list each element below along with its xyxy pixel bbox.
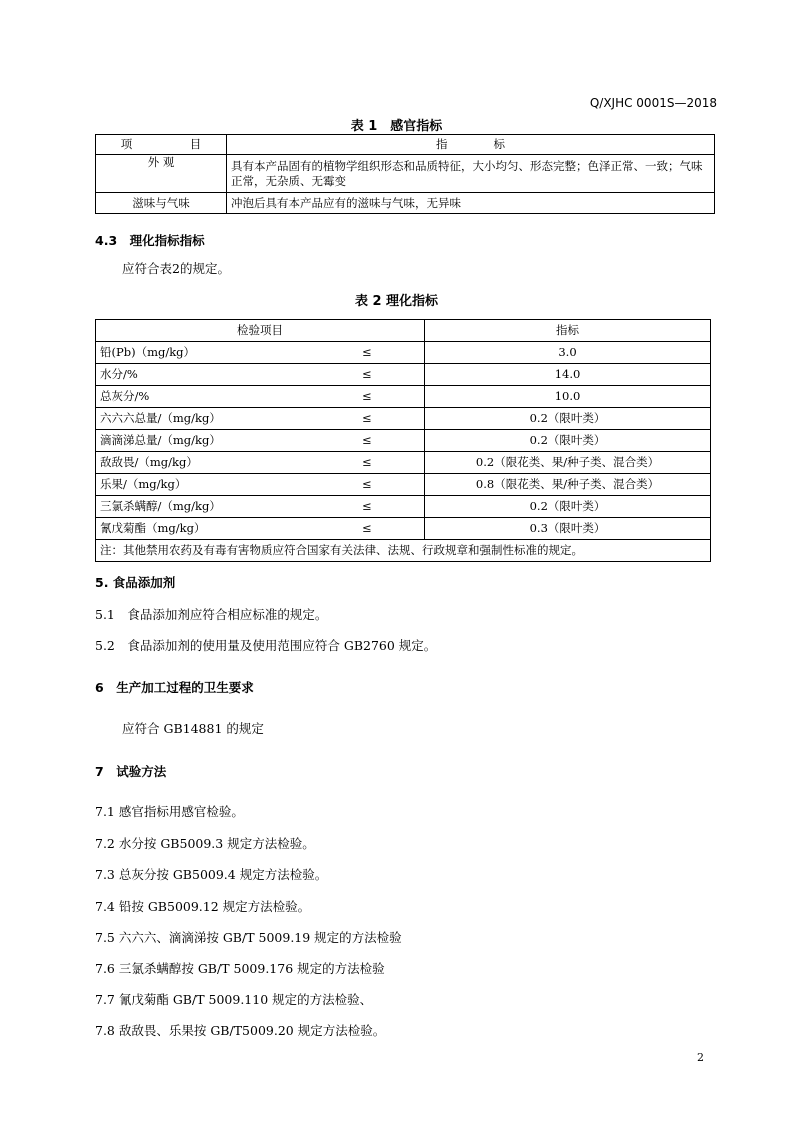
row-value: 0.8（限花类、果/种子类、混合类） — [425, 474, 711, 496]
sensory-table — [95, 134, 715, 214]
row-value: 0.2（限叶类） — [425, 430, 711, 452]
table-row — [96, 452, 711, 474]
table-row — [96, 193, 715, 214]
table-row — [96, 430, 711, 452]
section-text: 应符合 GB14881 的规定 — [122, 721, 264, 736]
document-code: Q/XJHC 0001S—2018 — [589, 96, 717, 110]
row-item — [96, 364, 425, 386]
table-row — [96, 518, 711, 540]
item-label: 滴滴涕总量/（mg/kg） — [100, 433, 221, 447]
item-label: 三氯杀螨醇/（mg/kg） — [100, 499, 221, 513]
list-item: 7.6 三氯杀螨醇按 GB/T 5009.176 规定的方法检验 — [95, 961, 385, 976]
item-label: 乐果/（mg/kg） — [100, 477, 187, 491]
table-header-row — [96, 135, 715, 155]
table-row — [96, 474, 711, 496]
table-row — [96, 496, 711, 518]
table-header-row — [96, 320, 711, 342]
section-heading: 7 试验方法 — [95, 764, 167, 779]
row-item — [96, 452, 425, 474]
list-item: 5.2 食品添加剂的使用量及使用范围应符合 GB2760 规定。 — [95, 638, 437, 653]
item-label: 铅(Pb)（mg/kg） — [100, 345, 196, 359]
list-item: 7.4 铅按 GB5009.12 规定方法检验。 — [95, 899, 311, 914]
operator: ≤ — [362, 345, 372, 359]
list-item: 7.5 六六六、滴滴涕按 GB/T 5009.19 规定的方法检验 — [95, 930, 402, 945]
table2-caption: 表 2 理化指标 — [354, 294, 439, 309]
header-item: 项 目 — [96, 135, 227, 155]
operator: ≤ — [362, 521, 372, 535]
row-value: 0.3（限叶类） — [425, 518, 711, 540]
item-label: 总灰分/% — [100, 389, 150, 403]
operator: ≤ — [362, 433, 372, 447]
header-index: 指 标 — [227, 135, 715, 155]
section-heading: 6 生产加工过程的卫生要求 — [95, 680, 254, 695]
operator: ≤ — [362, 411, 372, 425]
section-text: 应符合表2的规定。 — [122, 261, 230, 276]
row-value: 3.0 — [425, 342, 711, 364]
row-item — [96, 474, 425, 496]
header-item: 检验项目 — [96, 320, 425, 342]
item-label: 氰戊菊酯（mg/kg） — [100, 521, 206, 535]
table-note: 注：其他禁用农药及有毒有害物质应符合国家有关法律、法规、行政规章和强制性标准的规定。 — [96, 540, 711, 562]
row-value: 0.2（限花类、果/种子类、混合类） — [425, 452, 711, 474]
table-row — [96, 342, 711, 364]
row-item — [96, 496, 425, 518]
row-item: 外 观 — [96, 155, 227, 193]
row-item — [96, 430, 425, 452]
row-index: 具有本产品固有的植物学组织形态和品质特征，大小均匀、形态完整；色泽正常、一致；气味正常，无杂质、无霉变 — [227, 155, 715, 193]
row-item — [96, 386, 425, 408]
physicochemical-table — [95, 319, 711, 562]
table-row — [96, 408, 711, 430]
operator: ≤ — [362, 477, 372, 491]
row-value: 10.0 — [425, 386, 711, 408]
item-label: 水分/% — [100, 367, 138, 381]
table-row — [96, 155, 715, 193]
header-index: 指标 — [425, 320, 711, 342]
table-note-row — [96, 540, 711, 562]
operator: ≤ — [362, 367, 372, 381]
item-label: 六六六总量/（mg/kg） — [100, 411, 221, 425]
list-item: 7.8 敌敌畏、乐果按 GB/T5009.20 规定方法检验。 — [95, 1023, 386, 1038]
row-item — [96, 408, 425, 430]
row-value: 0.2（限叶类） — [425, 408, 711, 430]
list-item: 5.1 食品添加剂应符合相应标准的规定。 — [95, 607, 328, 622]
row-item: 滋味与气味 — [96, 193, 227, 214]
table-row — [96, 386, 711, 408]
row-value: 14.0 — [425, 364, 711, 386]
row-item — [96, 342, 425, 364]
table-row — [96, 364, 711, 386]
list-item: 7.1 感官指标用感官检验。 — [95, 804, 244, 819]
section-heading: 5. 食品添加剂 — [95, 575, 176, 590]
page-number: 2 — [697, 1051, 704, 1064]
operator: ≤ — [362, 389, 372, 403]
row-value: 0.2（限叶类） — [425, 496, 711, 518]
operator: ≤ — [362, 499, 372, 513]
section-heading: 4.3 理化指标指标 — [95, 233, 205, 248]
table1-caption: 表 1 感官指标 — [350, 119, 443, 134]
operator: ≤ — [362, 455, 372, 469]
list-item: 7.3 总灰分按 GB5009.4 规定方法检验。 — [95, 867, 328, 882]
item-label: 敌敌畏/（mg/kg） — [100, 455, 198, 469]
list-item: 7.7 氰戊菊酯 GB/T 5009.110 规定的方法检验、 — [95, 992, 373, 1007]
list-item: 7.2 水分按 GB5009.3 规定方法检验。 — [95, 836, 315, 851]
row-index: 冲泡后具有本产品应有的滋味与气味，无异味 — [227, 193, 715, 214]
row-item — [96, 518, 425, 540]
